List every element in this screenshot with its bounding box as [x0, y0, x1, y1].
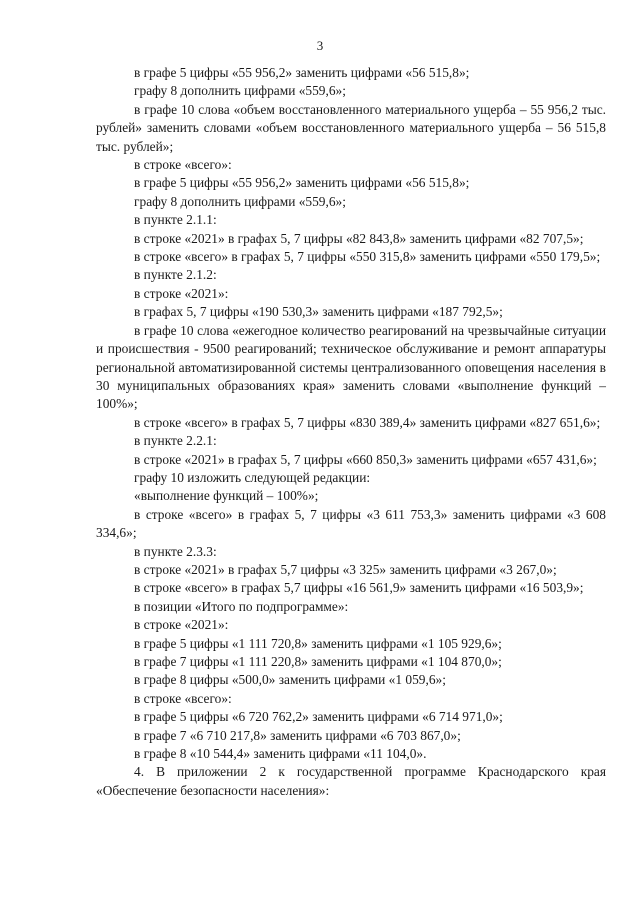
paragraph: 4. В приложении 2 к государственной программе Краснодарского края «Обеспечение безопасности населения»:	[96, 764, 606, 798]
page-number: 3	[316, 38, 324, 53]
paragraph: в графе 10 слова «ежегодное количество реагирований на чрезвычайные ситуации и происшествия - 9500 реагирований; техническое обслуживание и ремонт аппаратуры региональной автоматизированной системы централизованного оповещения населения в 30 муниципальных образованиях края» заменить словами «выполнение функций – 100%»;	[96, 322, 606, 412]
paragraph: «выполнение функций – 100%»;	[134, 488, 319, 504]
paragraph: в строке «2021» в графах 5, 7 цифры «660 850,3» заменить цифрами «657 431,6»;	[134, 451, 597, 467]
paragraph: в строке «2021»:	[134, 617, 229, 633]
paragraph: в графе 5 цифры «55 956,2» заменить цифрами «56 515,8»;	[134, 65, 470, 80]
paragraph: в графах 5, 7 цифры «190 530,3» заменить цифрами «187 792,5»;	[134, 304, 503, 320]
paragraph: в строке «2021» в графах 5, 7 цифры «82 843,8» заменить цифрами «82 707,5»;	[134, 230, 584, 246]
paragraph: в графе 7 «6 710 217,8» заменить цифрами «6 703 867,0»;	[134, 727, 461, 743]
paragraph: в строке «2021»:	[134, 285, 229, 301]
paragraph: в графе 10 слова «объем восстановленного материального ущерба – 55 956,2 тыс. рублей» заменить словами «объем восстановленного материального ущерба – 56 515,8 тыс. рублей»;	[96, 101, 606, 154]
paragraph: в строке «всего»:	[134, 690, 232, 706]
paragraph: в строке «2021» в графах 5,7 цифры «3 325» заменить цифрами «3 267,0»;	[134, 561, 557, 577]
paragraph: графу 8 дополнить цифрами «559,6»;	[134, 193, 346, 209]
paragraph: в пункте 2.1.2:	[134, 267, 217, 283]
paragraph: в строке «всего» в графах 5, 7 цифры «830 389,4» заменить цифрами «827 651,6»;	[134, 414, 601, 430]
paragraph: графу 8 дополнить цифрами «559,6»;	[134, 83, 346, 99]
paragraph: графу 10 изложить следующей редакции:	[134, 469, 371, 485]
paragraph: в строке «всего» в графах 5, 7 цифры «3 611 753,3» заменить цифрами «3 608 334,6»;	[96, 506, 606, 541]
paragraph: в пункте 2.1.1:	[134, 212, 217, 228]
paragraph: в пункте 2.2.1:	[134, 433, 217, 449]
paragraph: в графе 8 «10 544,4» заменить цифрами «11 104,0».	[134, 746, 427, 762]
paragraph: в строке «всего»:	[134, 157, 232, 173]
paragraph: в графе 7 цифры «1 111 220,8» заменить цифрами «1 104 870,0»;	[134, 654, 502, 669]
paragraph: в графе 5 цифры «55 956,2» заменить цифрами «56 515,8»;	[134, 175, 470, 191]
document-body	[96, 64, 606, 800]
paragraph: в пункте 2.3.3:	[134, 543, 217, 559]
paragraph: в строке «всего» в графах 5, 7 цифры «550 315,8» заменить цифрами «550 179,5»;	[134, 249, 601, 265]
paragraph: в графе 5 цифры «6 720 762,2» заменить цифрами «6 714 971,0»;	[134, 709, 503, 725]
paragraph: в графе 5 цифры «1 111 720,8» заменить цифрами «1 105 929,6»;	[134, 635, 502, 651]
paragraph: в строке «всего» в графах 5,7 цифры «16 561,9» заменить цифрами «16 503,9»;	[134, 580, 584, 596]
paragraph: в позиции «Итого по подпрограмме»:	[134, 598, 349, 614]
paragraph: в графе 8 цифры «500,0» заменить цифрами «1 059,6»;	[134, 672, 446, 688]
